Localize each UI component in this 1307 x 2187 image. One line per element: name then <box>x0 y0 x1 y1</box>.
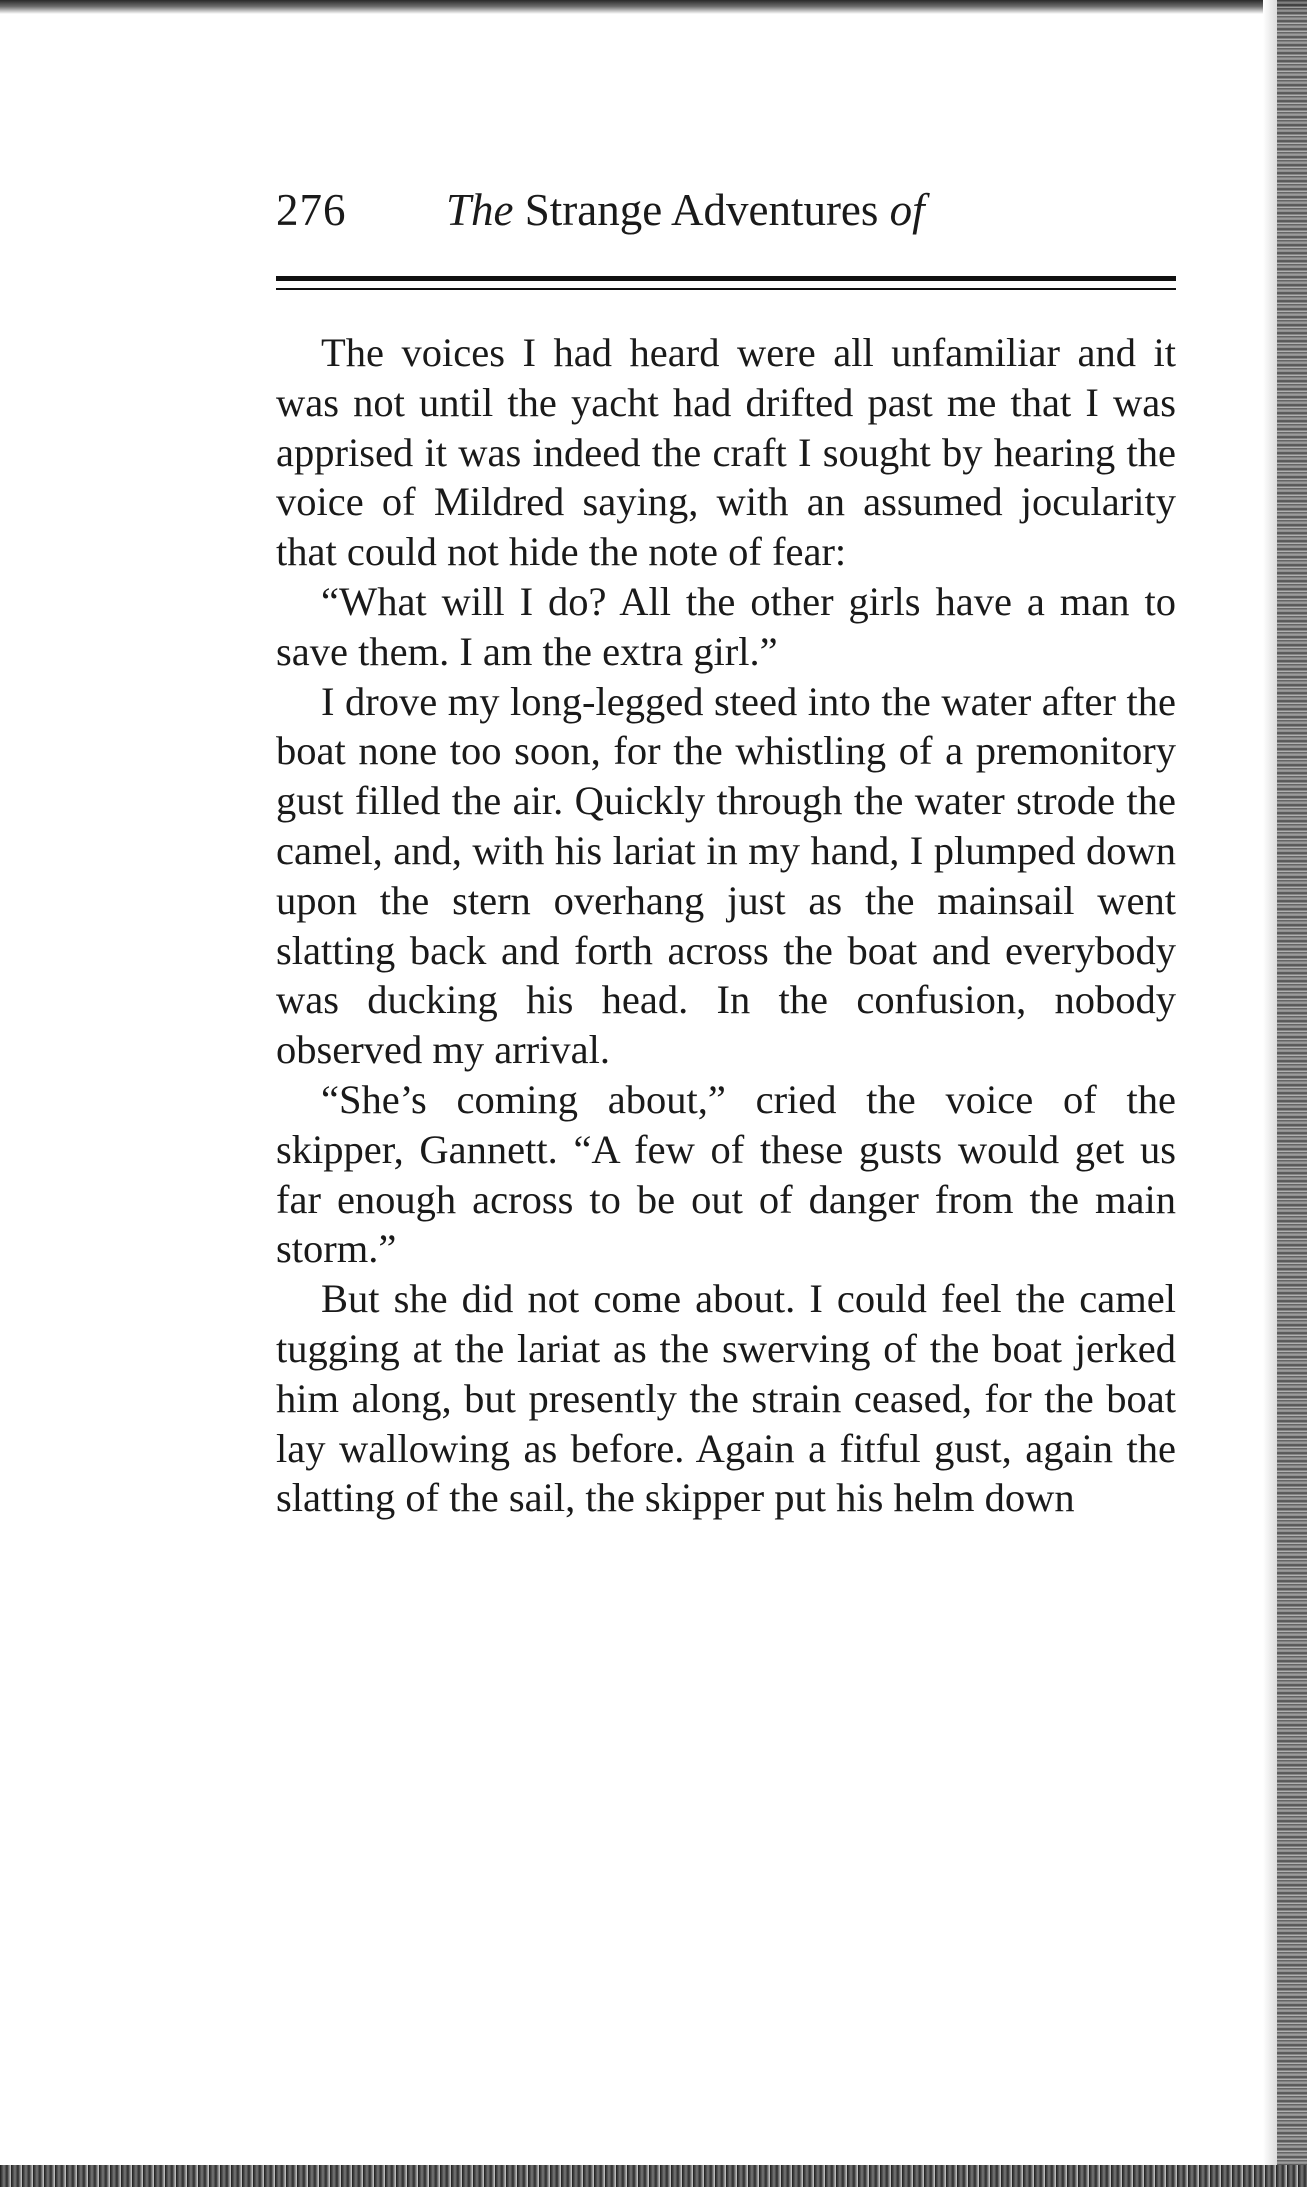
running-title-main: Strange Adventures <box>524 185 879 235</box>
header-rule-thick <box>276 276 1176 281</box>
paragraph: “She’s coming about,” cried the voice of the skipper, Gannett. “A few of these gusts would get us far enough across to be out of danger from the main storm.” <box>276 1076 1176 1272</box>
paragraph: The voices I had heard were all unfamiliar and it was not until the yacht had drifted past me that I was apprised it was indeed the craft I sought by hearing the voice of Mildred saying, with an assumed jocularity that could not hide the note of fear: <box>276 330 1176 575</box>
running-title-the: The <box>446 185 514 235</box>
body-text <box>276 328 1176 1523</box>
paragraph: But she did not come about. I could feel the camel tugging at the lariat as the swerving of the boat jerked him along, but presently the strain ceased, for the boat lay wallowing as before. Again a fitful gust, again the slatting of the sail, the skipper put his helm down <box>276 1276 1176 1521</box>
scan-bottom-edge <box>0 2165 1307 2187</box>
page-number: 276 <box>276 185 347 235</box>
running-head <box>276 170 1176 250</box>
header-rule-thin <box>276 288 1176 290</box>
running-title-of: of <box>889 185 925 235</box>
paragraph: “What will I do? All the other girls have a man to save them. I am the extra girl.” <box>276 578 1176 674</box>
running-title <box>446 170 925 250</box>
book-page <box>276 170 1176 1521</box>
scan-top-edge <box>0 0 1307 14</box>
scan-right-edge <box>1277 0 1307 2187</box>
paragraph: I drove my long-legged steed into the water after the boat none too soon, for the whistling of a premonitory gust filled the air. Quickly through the water strode the camel, and, with his lariat in my hand, I plumped down upon the stern overhang just as the mainsail went slatting back and forth across the boat and everybody was ducking his head. In the confusion, nobody observed my arrival. <box>276 678 1176 1073</box>
scan-page-shadow <box>1263 0 1277 2187</box>
